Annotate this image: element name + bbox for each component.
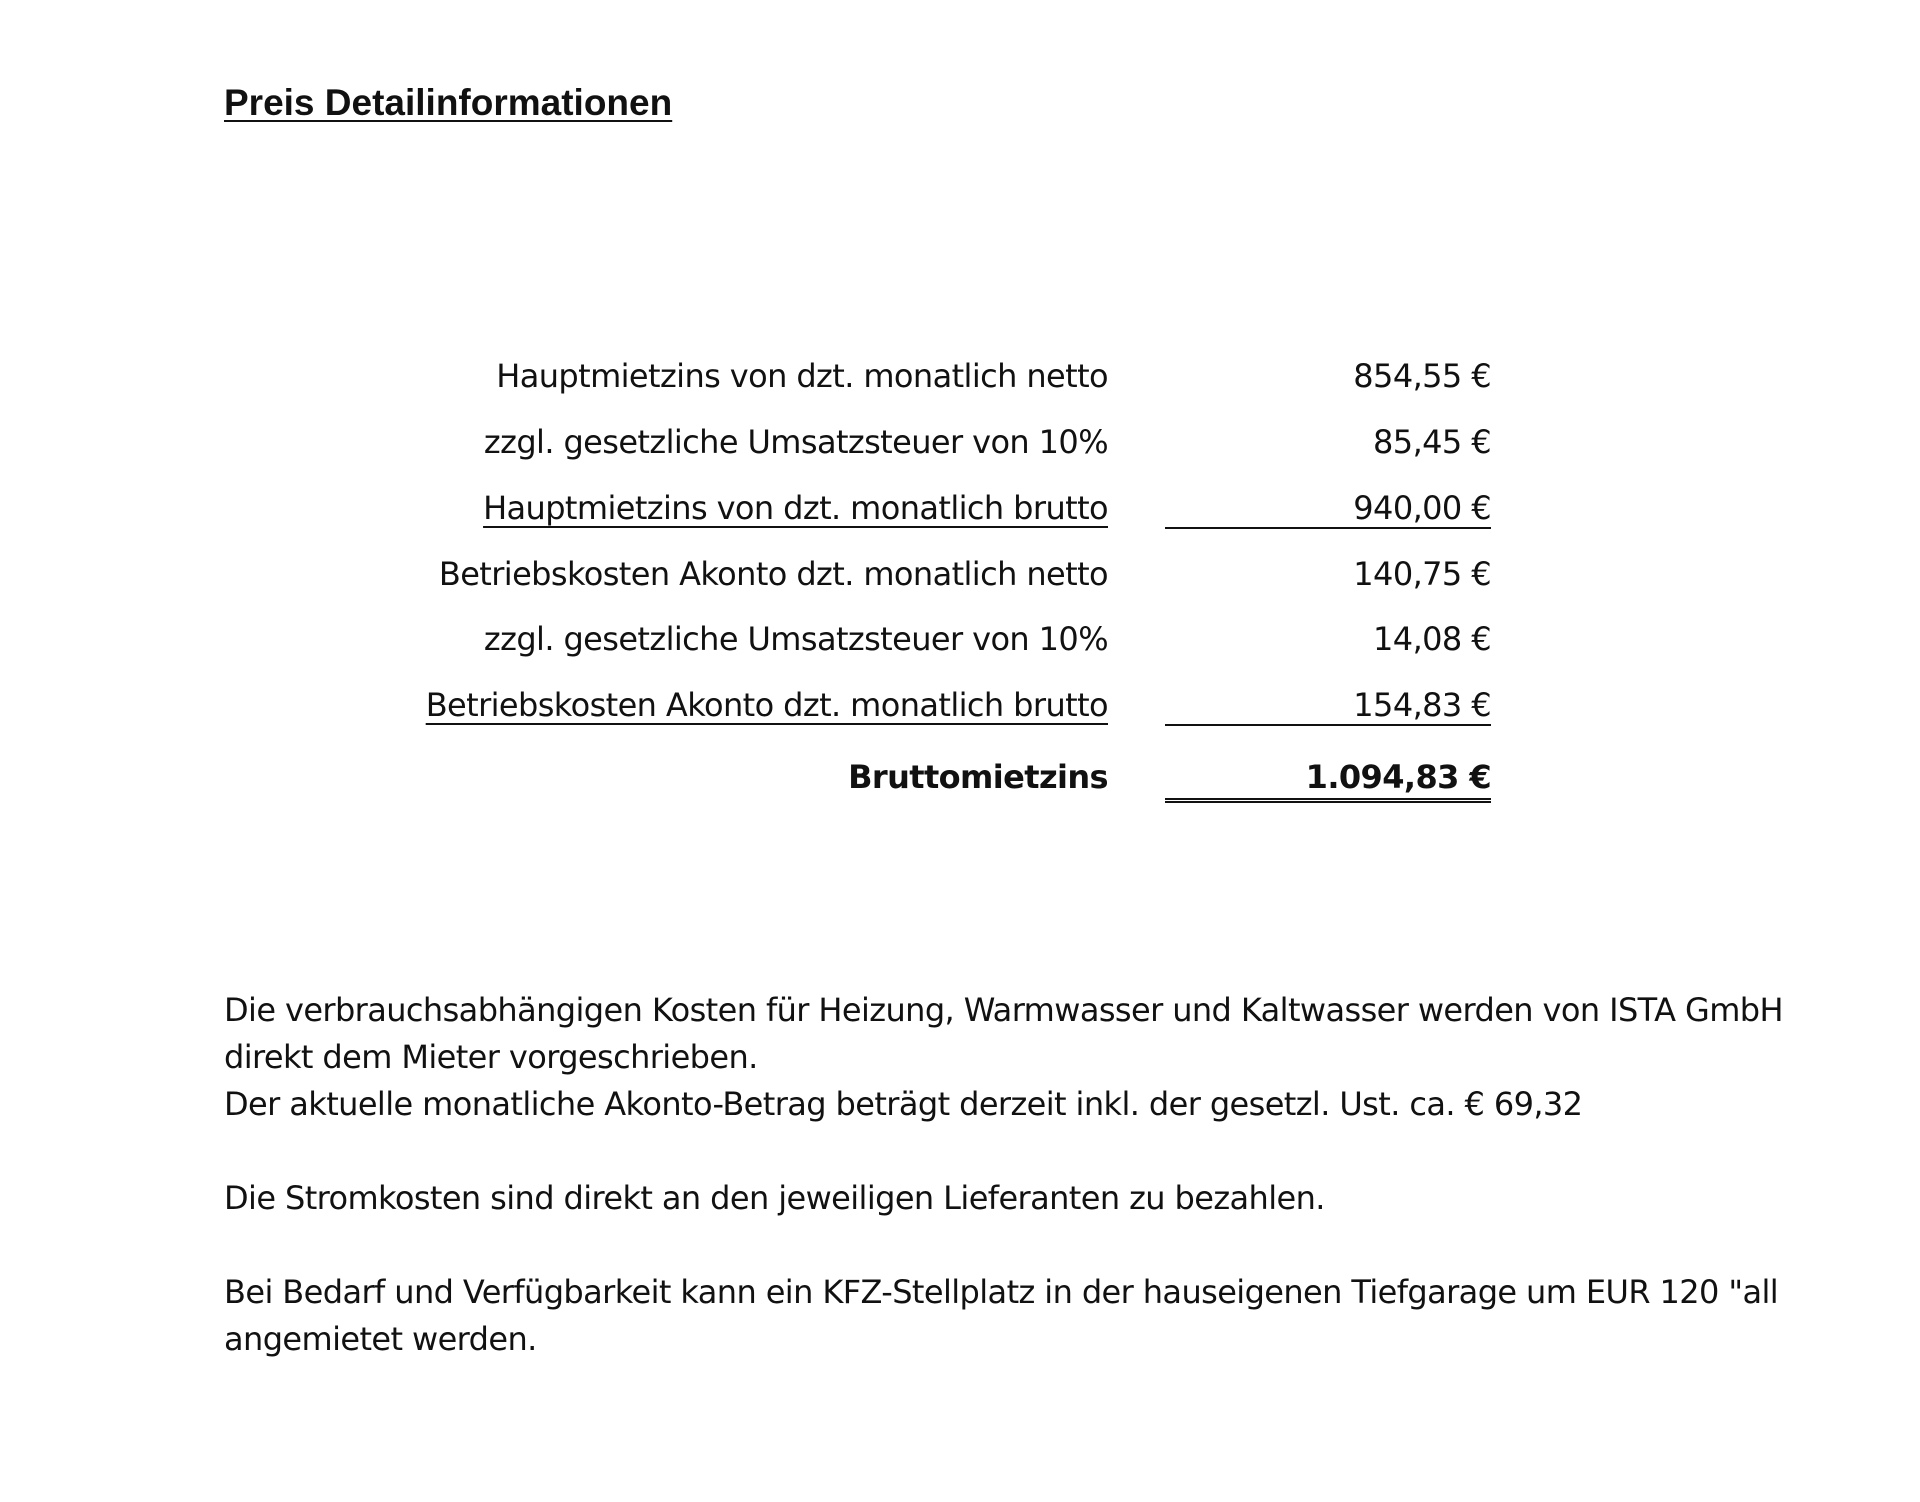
heating-note-line-2: direkt dem Mieter vorgeschrieben. bbox=[224, 1038, 758, 1076]
price-label: zzgl. gesetzliche Umsatzsteuer von 10% bbox=[483, 620, 1108, 658]
price-label: Hauptmietzins von dzt. monatlich netto bbox=[496, 357, 1108, 395]
electricity-note: Die Stromkosten sind direkt an den jeweiligen Lieferanten zu bezahlen. bbox=[224, 1179, 1325, 1217]
price-row-hauptmietzins-ust bbox=[0, 417, 1920, 467]
paragraph-spacer bbox=[224, 1128, 1824, 1175]
price-amount: 140,75 € bbox=[1353, 555, 1491, 593]
price-label: Betriebskosten Akonto dzt. monatlich brutto bbox=[425, 686, 1108, 724]
total-amount: 1.094,83 € bbox=[1165, 752, 1491, 803]
price-row-betriebskosten-ust bbox=[0, 614, 1920, 664]
parking-note-line-2: angemietet werden. bbox=[224, 1320, 537, 1358]
price-row-betriebskosten-brutto bbox=[0, 680, 1920, 730]
price-label: Hauptmietzins von dzt. monatlich brutto bbox=[483, 489, 1108, 527]
page-title: Preis Detailinformationen bbox=[224, 82, 673, 123]
parking-note-line-1: Bei Bedarf und Verfügbarkeit kann ein KFZ-Stellplatz in der hauseigenen Tiefgarage um EUR 120 "all bbox=[224, 1273, 1779, 1311]
price-amount: 85,45 € bbox=[1373, 423, 1491, 461]
total-label: Bruttomietzins bbox=[848, 758, 1108, 796]
price-label: zzgl. gesetzliche Umsatzsteuer von 10% bbox=[483, 423, 1108, 461]
price-row-betriebskosten-netto bbox=[0, 549, 1920, 599]
paragraph-spacer bbox=[224, 1222, 1824, 1269]
price-row-bruttomietzins-total bbox=[0, 752, 1920, 802]
price-row-hauptmietzins-netto bbox=[0, 351, 1920, 401]
price-amount: 14,08 € bbox=[1373, 620, 1491, 658]
akonto-note: Der aktuelle monatliche Akonto-Betrag beträgt derzeit inkl. der gesetzl. Ust. ca. € 69,32 bbox=[224, 1085, 1583, 1123]
notes-section bbox=[224, 987, 1824, 1363]
heating-note-line-1: Die verbrauchsabhängigen Kosten für Heizung, Warmwasser und Kaltwasser werden von ISTA GmbH bbox=[224, 991, 1783, 1029]
price-amount: 154,83 € bbox=[1165, 680, 1491, 726]
price-row-hauptmietzins-brutto bbox=[0, 483, 1920, 533]
price-amount: 854,55 € bbox=[1353, 357, 1491, 395]
price-label: Betriebskosten Akonto dzt. monatlich netto bbox=[438, 555, 1108, 593]
price-amount: 940,00 € bbox=[1165, 483, 1491, 529]
